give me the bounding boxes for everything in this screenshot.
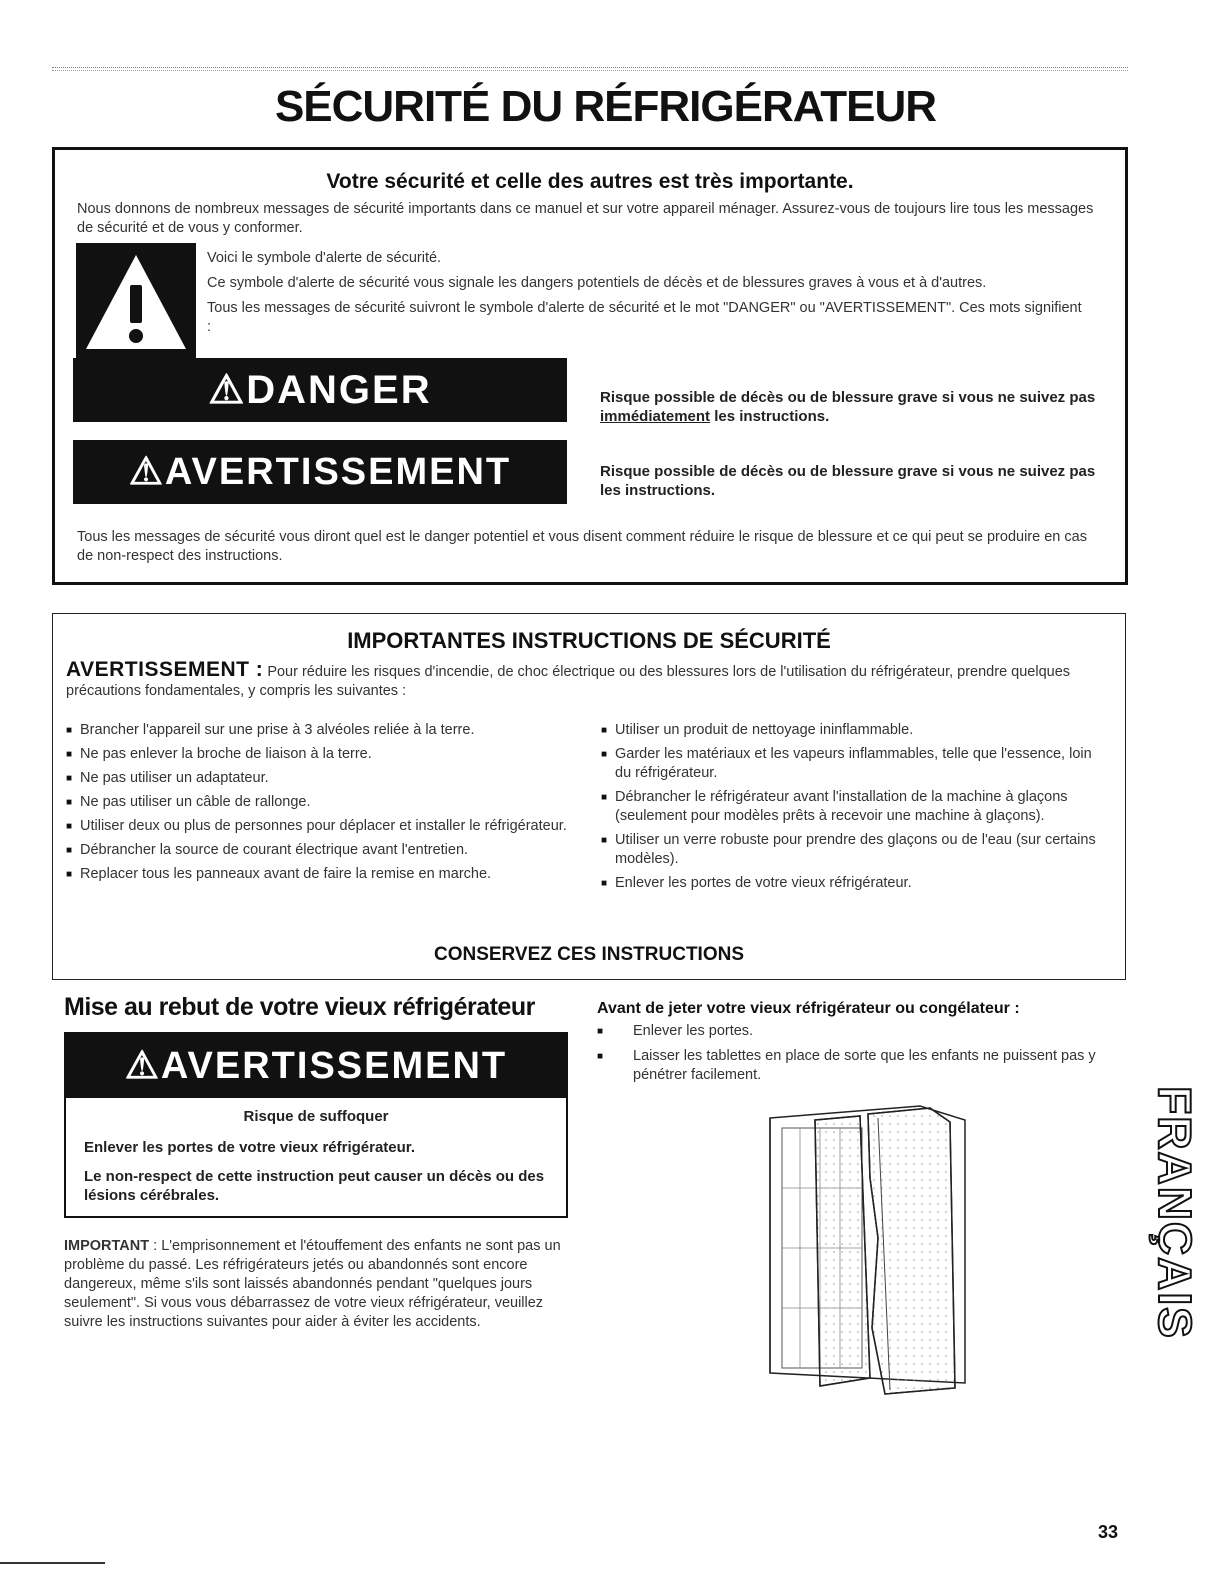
important-label: IMPORTANT — [64, 1238, 150, 1254]
list-item: ■ Brancher l'appareil sur une prise à 3 alvéoles reliée à la terre. — [66, 721, 586, 740]
disposal-warning-label: AVERTISSEMENT — [160, 1045, 508, 1087]
warning-banner — [73, 440, 567, 504]
instructions-left-list — [66, 721, 586, 889]
safety-box — [52, 147, 1128, 585]
list-item: ■ Débrancher le réfrigérateur avant l'installation de la machine à glaçons (seulement pour modèles prêts à recevoir une machine à glaçons). — [601, 788, 1111, 826]
alert-line-3: Tous les messages de sécurité suivront le symbole d'alerte de sécurité et le mot "DANGER" ou "AVERTISSEMENT". Ces mots signifient : — [207, 300, 1082, 335]
risk-line-1: Enlever les portes de votre vieux réfrigérateur. — [84, 1139, 415, 1156]
instructions-box — [52, 613, 1126, 980]
list-item: ■ Enlever les portes. — [597, 1022, 1107, 1041]
instructions-right-list — [601, 721, 1111, 898]
alert-text — [207, 249, 1087, 343]
list-item: ■ Enlever les portes de votre vieux réfrigérateur. — [601, 874, 1111, 893]
page-title: SÉCURITÉ DU RÉFRIGÉRATEUR — [274, 82, 937, 131]
alert-triangle-icon: ⚠ — [124, 1045, 161, 1087]
risk-title: Risque de suffoquer — [243, 1108, 389, 1125]
list-item: ■ Replacer tous les panneaux avant de faire la remise en marche. — [66, 865, 586, 884]
side-tab-label: FRANÇAIS — [1148, 1086, 1197, 1340]
disposal-warning-banner — [66, 1034, 566, 1098]
alert-line-2: Ce symbole d'alerte de sécurité vous signale les dangers potentiels de décès et de blessures graves à vous et à d'autres. — [207, 275, 987, 291]
alert-triangle-icon: ⚠ — [208, 368, 247, 412]
instructions-warning: AVERTISSEMENT : Pour réduire les risques d'incendie, de choc électrique ou des blessures lors de l'utilisation du réfrigérateur, prendre quelques précautions fondamentales, y compris les suivantes : — [66, 658, 1071, 699]
safety-outro: Tous les messages de sécurité vous diront quel est le danger potentiel et vous disent comment réduire le risque de blessure et ce qui peut se produire en cas de non-respect des instructions. — [77, 529, 1087, 564]
warning-triangle-icon — [76, 243, 196, 361]
danger-banner — [73, 358, 567, 422]
corner-rule — [0, 1562, 105, 1564]
page-number: 33 — [1098, 1522, 1119, 1542]
language-side-tab — [1145, 1072, 1197, 1354]
safety-intro: Nous donnons de nombreux messages de sécurité importants dans ce manuel et sur votre appareil ménager. Assurez-vous de toujours lire tous les messages de sécurité et de vous y conformer. — [77, 201, 1094, 236]
disposal-heading: Mise au rebut de votre vieux réfrigérateur — [64, 993, 535, 1021]
list-item: ■ Laisser les tablettes en place de sorte que les enfants ne puissent pas y pénétrer facilement. — [597, 1047, 1107, 1085]
before-disposal-heading: Avant de jeter votre vieux réfrigérateur ou congélateur : — [597, 1000, 1020, 1017]
list-item: ■ Utiliser un produit de nettoyage ininflammable. — [601, 721, 1111, 740]
instructions-warning-label: AVERTISSEMENT : — [66, 658, 264, 681]
instructions-heading: IMPORTANTES INSTRUCTIONS DE SÉCURITÉ — [347, 628, 831, 653]
list-item: ■ Ne pas utiliser un câble de rallonge. — [66, 793, 586, 812]
list-item: ■ Ne pas enlever la broche de liaison à la terre. — [66, 745, 586, 764]
important-paragraph: IMPORTANT : L'emprisonnement et l'étouffement des enfants ne sont pas un problème du passé. Les réfrigérateurs jetés ou abandonnés sont encore dangereux, même s'ils sont laissés abandonnés pendant "quelques jours seulement". Si vous vous débarrassez de votre vieux réfrigérateur, veuillez suivre les instructions suivantes pour aider à éviter les accidents. — [64, 1238, 561, 1330]
refrigerator-illustration — [760, 1098, 980, 1398]
safety-heading: Votre sécurité et celle des autres est très importante. — [326, 170, 854, 193]
warning-label: AVERTISSEMENT — [164, 451, 512, 493]
instructions-footer: CONSERVEZ CES INSTRUCTIONS — [433, 944, 745, 965]
list-item: ■ Utiliser un verre robuste pour prendre des glaçons ou de l'eau (sur certains modèles). — [601, 831, 1111, 869]
alert-triangle-icon: ⚠ — [128, 451, 165, 493]
warning-description: Risque possible de décès ou de blessure grave si vous ne suivez pas les instructions. — [600, 463, 1096, 499]
danger-description: Risque possible de décès ou de blessure grave si vous ne suivez pas immédiatement les instructions. — [600, 389, 1096, 425]
list-item: ■ Ne pas utiliser un adaptateur. — [66, 769, 586, 788]
list-item: ■ Utiliser deux ou plus de personnes pour déplacer et installer le réfrigérateur. — [66, 817, 586, 836]
disposal-warning-box — [64, 1032, 568, 1218]
risk-line-2: Le non-respect de cette instruction peut causer un décès ou des lésions cérébrales. — [84, 1168, 545, 1204]
list-item: ■ Garder les matériaux et les vapeurs inflammables, telle que l'essence, loin du réfrigérateur. — [601, 745, 1111, 783]
danger-emphasis: immédiatement — [600, 408, 711, 425]
danger-label: DANGER — [246, 368, 432, 412]
list-item: ■ Débrancher la source de courant électrique avant l'entretien. — [66, 841, 586, 860]
alert-line-1: Voici le symbole d'alerte de sécurité. — [207, 250, 442, 266]
top-divider — [52, 67, 1128, 71]
before-disposal-list — [597, 1022, 1107, 1091]
